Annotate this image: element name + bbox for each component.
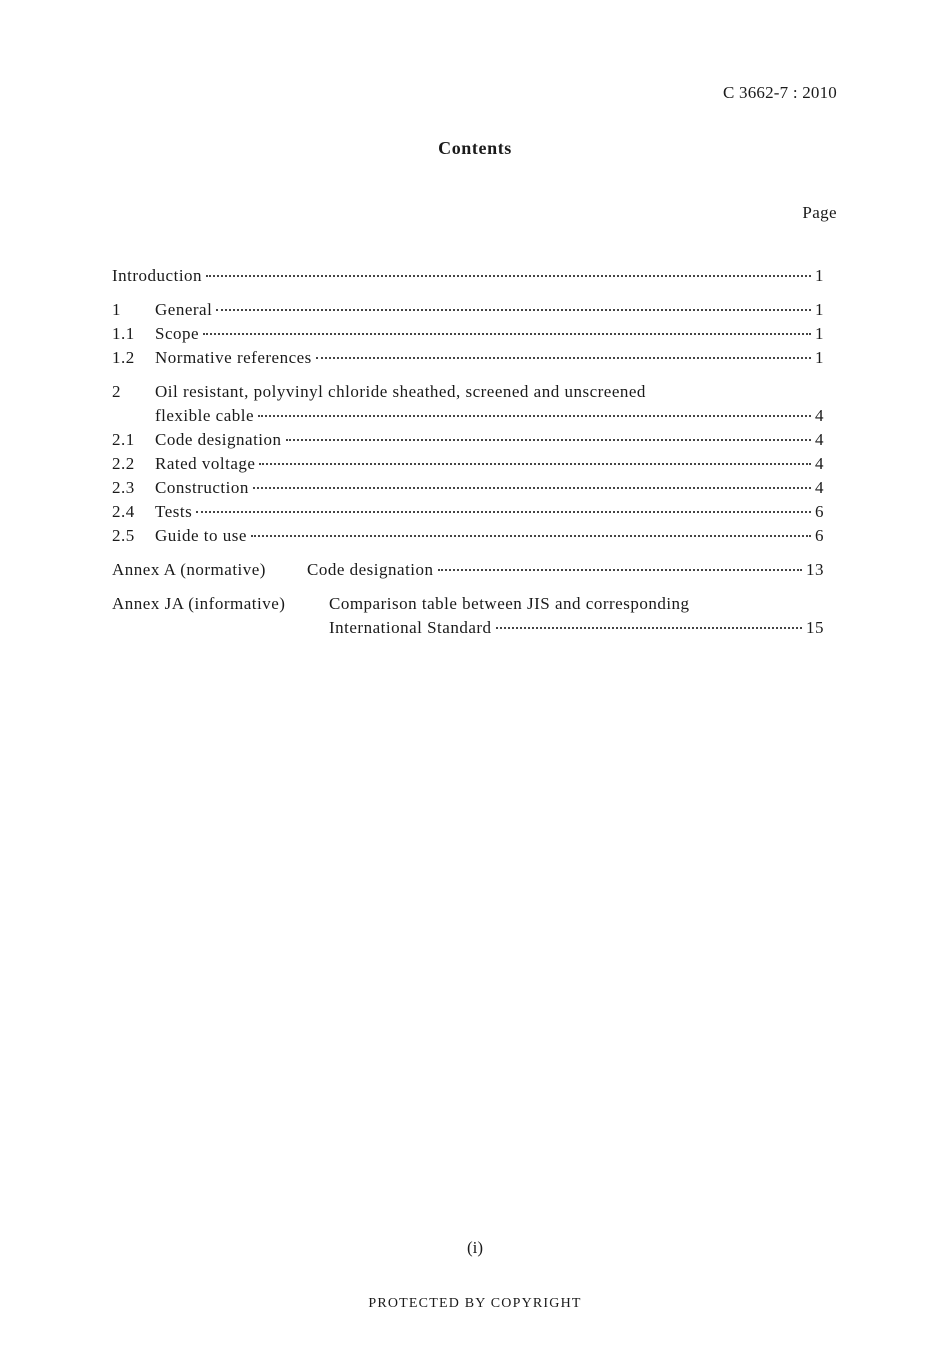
toc-entry-tests[interactable] xyxy=(112,502,824,526)
toc-entry-number: 1.1 xyxy=(112,324,135,343)
toc-entry-page: 1 xyxy=(815,300,824,319)
toc-entry-oil-resistant-cable[interactable] xyxy=(112,382,824,406)
toc-entry-number: 2.1 xyxy=(112,430,135,449)
toc-entry-code-designation[interactable] xyxy=(112,430,824,454)
toc-entry-title-line1: Comparison table between JIS and corresponding xyxy=(329,594,690,613)
toc-entry-page: 4 xyxy=(815,454,824,473)
toc-leader-dots xyxy=(253,487,811,489)
toc-entry-page: 6 xyxy=(815,526,824,545)
toc-leader-dots xyxy=(251,535,811,537)
toc-entry-annex-a[interactable] xyxy=(112,560,824,584)
toc-leader-dots xyxy=(216,309,811,311)
footer-page-number: (i) xyxy=(466,1238,484,1257)
toc-entry-number: 1.2 xyxy=(112,348,135,367)
toc-entry-title: Normative references xyxy=(155,348,312,367)
toc-entry-title: Scope xyxy=(155,324,200,343)
toc-entry-page: 13 xyxy=(806,560,824,579)
toc-entry-number: 2 xyxy=(112,382,121,401)
toc-leader-dots xyxy=(196,511,811,513)
toc-entry-page: 15 xyxy=(806,618,824,637)
toc-leader-dots xyxy=(438,569,802,571)
toc-entry-page: 1 xyxy=(815,266,824,285)
standard-number: C 3662-7 : 2010 xyxy=(723,83,837,102)
toc-entry-number: 2.4 xyxy=(112,502,135,521)
toc-entry-number: 2.3 xyxy=(112,478,135,497)
toc-leader-dots xyxy=(316,357,811,359)
toc-leader-dots xyxy=(286,439,811,441)
toc-annex-label: Annex A (normative) xyxy=(112,560,266,579)
toc-entry-title: Code designation xyxy=(307,560,434,579)
toc-entry-annex-ja[interactable] xyxy=(112,594,824,618)
toc-leader-dots xyxy=(206,275,811,277)
toc-entry-number: 2.5 xyxy=(112,526,135,545)
toc-entry-title: Construction xyxy=(155,478,249,497)
toc-entry-page: 4 xyxy=(815,406,824,425)
toc-entry-normative-references[interactable] xyxy=(112,348,824,372)
footer-copyright-notice: PROTECTED BY COPYRIGHT xyxy=(368,1296,582,1311)
toc-entry-page: 6 xyxy=(815,502,824,521)
toc-entry-number: 1 xyxy=(112,300,121,319)
toc-entry-introduction[interactable] xyxy=(112,266,824,290)
toc-entry-annex-ja-continued[interactable] xyxy=(329,618,824,642)
toc-annex-label: Annex JA (informative) xyxy=(112,594,286,613)
toc-entry-title: Guide to use xyxy=(155,526,247,545)
toc-entry-guide-to-use[interactable] xyxy=(112,526,824,550)
toc-leader-dots xyxy=(496,627,802,629)
toc-entry-scope[interactable] xyxy=(112,324,824,348)
toc-entry-title-line2: flexible cable xyxy=(155,406,255,425)
contents-title: Contents xyxy=(438,138,512,158)
toc-entry-construction[interactable] xyxy=(112,478,824,502)
toc-entry-page: 1 xyxy=(815,348,824,367)
toc-entry-page: 4 xyxy=(815,430,824,449)
toc-entry-title: Tests xyxy=(155,502,193,521)
toc-leader-dots xyxy=(258,415,811,417)
toc-entry-page: 4 xyxy=(815,478,824,497)
toc-leader-dots xyxy=(203,333,811,335)
toc-entry-title-line1: Oil resistant, polyvinyl chloride sheathed, screened and unscreened xyxy=(155,382,646,401)
toc-entry-title: Rated voltage xyxy=(155,454,256,473)
toc-entry-title: Introduction xyxy=(112,266,203,285)
toc-entry-rated-voltage[interactable] xyxy=(112,454,824,478)
toc-entry-oil-resistant-cable-continued[interactable] xyxy=(155,406,824,430)
toc-leader-dots xyxy=(259,463,811,465)
toc-entry-title: Code designation xyxy=(155,430,282,449)
page-column-label: Page xyxy=(802,203,837,222)
toc-entry-number: 2.2 xyxy=(112,454,135,473)
toc-entry-title-line2: International Standard xyxy=(329,618,492,637)
toc-entry-page: 1 xyxy=(815,324,824,343)
toc-entry-title: General xyxy=(155,300,213,319)
toc-entry-general[interactable] xyxy=(112,300,824,324)
